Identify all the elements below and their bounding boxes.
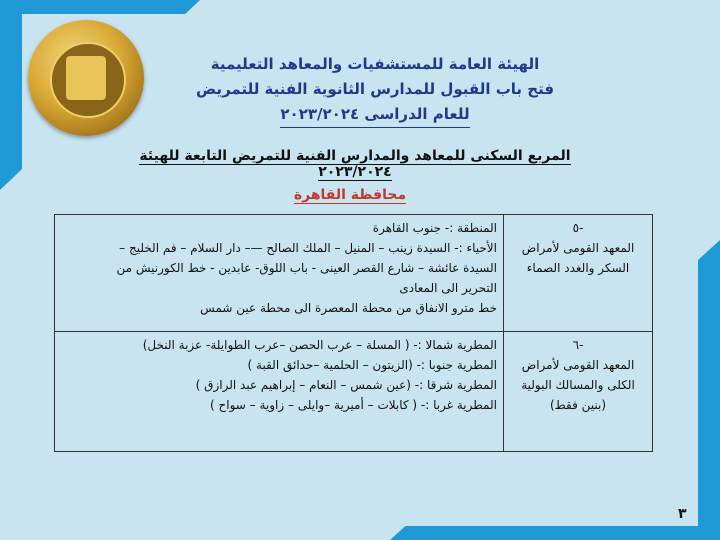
area-line: المنطقة :- جنوب القاهرة	[372, 221, 497, 235]
document-subtitle	[110, 148, 600, 180]
area-cell	[55, 215, 504, 332]
governorate-heading	[280, 187, 420, 203]
institute-name: المعهد القومى لأمراض السكر والغدد الصماء	[521, 241, 635, 275]
area-line: الأحياء :- السيدة زينب – المنيل – الملك الصالح —– دار السلام – فم الخليج –	[119, 241, 497, 255]
header-line-authority: الهيئة العامة للمستشفيات والمعاهد التعليمية	[210, 55, 540, 73]
institute-note: (بنين فقط)	[549, 398, 607, 412]
area-line: المطرية شرقا :- (عين شمس – النعام – إبراهيم عبد الرازق )	[195, 378, 497, 392]
row-number: -٥	[572, 221, 584, 235]
subtitle-text: المربع السكنى للمعاهد والمدارس الفنية للتمريض التابعة للهيئة ٢٠٢٣/٢٠٢٤	[139, 148, 571, 180]
table-row	[55, 332, 653, 452]
document-header	[150, 52, 600, 128]
area-line: التحرير الى المعادى	[399, 281, 497, 295]
row-number: -٦	[572, 338, 584, 352]
institute-cell	[504, 332, 653, 452]
area-line: السيدة عائشة – شارع القصر العينى - باب اللوق- عابدين - خط الكورنيش من	[116, 261, 497, 275]
area-line: المطرية غربا :- ( كابلات – أميرية –وايلى – زاوية – سواح )	[210, 398, 497, 412]
emblem-seal-icon	[28, 20, 144, 136]
institute-cell	[504, 215, 653, 332]
table-row	[55, 215, 653, 332]
area-line: المطرية جنوبا :- (الزيتون – الحلمية –حدائق القبة )	[247, 358, 497, 372]
page-number: ٣	[678, 506, 687, 522]
area-line: خط مترو الانفاق من محطة المعصرة الى محطة عين شمس	[200, 301, 497, 315]
governorate-text: محافظة القاهرة	[293, 187, 407, 203]
seal-emblem-icon	[66, 56, 106, 100]
area-cell	[55, 332, 504, 452]
header-line-year: للعام الدراسى ٢٠٢٣/٢٠٢٤	[280, 102, 469, 128]
header-line-admission: فتح باب القبول للمدارس الثانوية الفنية للتمريض	[195, 80, 555, 98]
area-line: المطرية شمالا :- ( المسلة – عرب الحصن –عرب الطوايلة- عزبة النخل)	[142, 338, 497, 352]
institute-name: المعهد القومى لأمراض الكلى والمسالك البولية	[521, 358, 635, 392]
institutes-table	[54, 214, 653, 452]
